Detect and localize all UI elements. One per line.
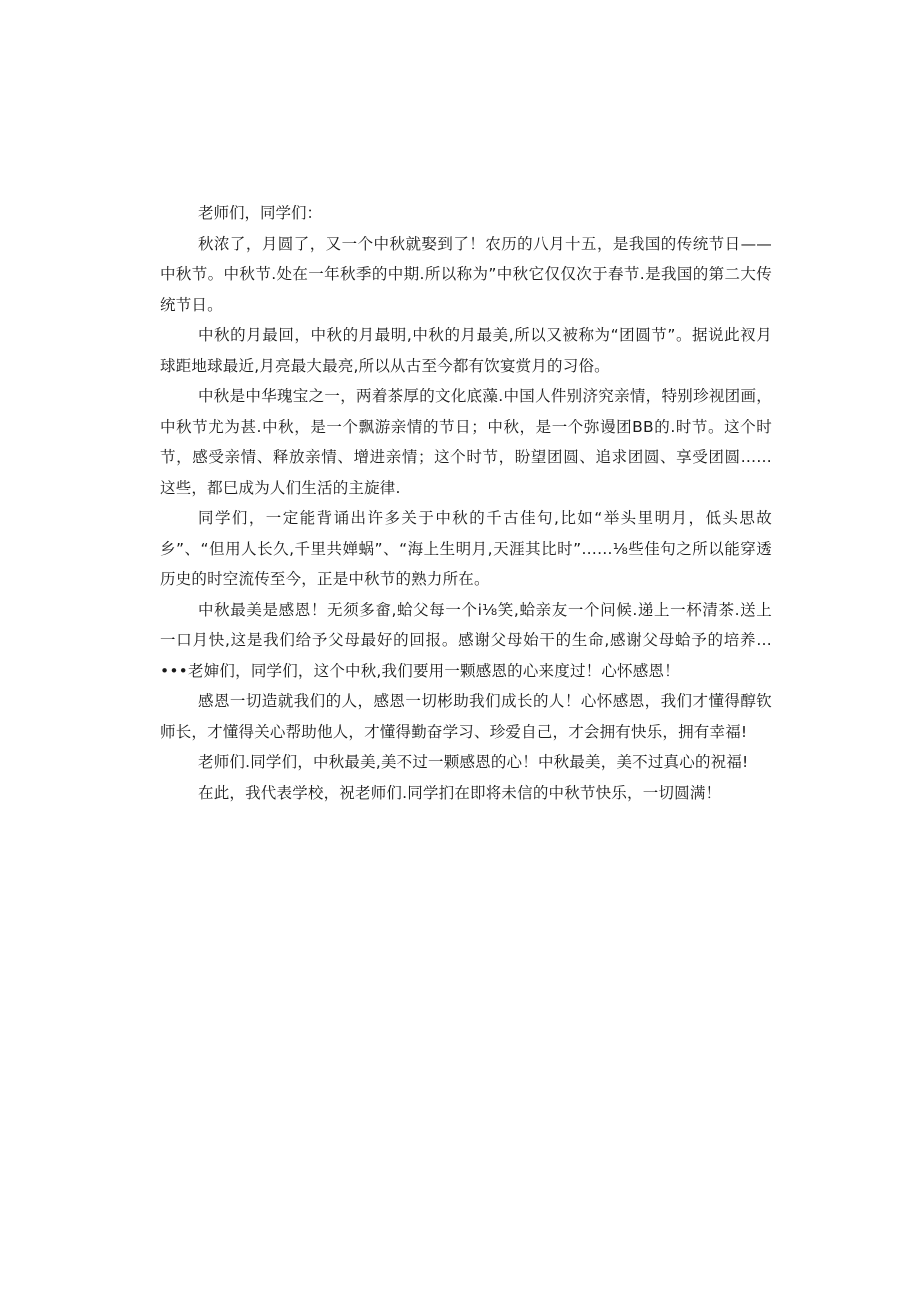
paragraph-closing-remark: 老师们.同学们，中秋最美,美不过一颗感恩的心！中秋最美，美不过真心的祝福! (198, 753, 749, 771)
salutation: 老师们，同学们： (198, 204, 323, 222)
paragraph-blessing: 在此，我代表学校，祝老师们.同学扪在即将未信的中秋节快乐，一切圆满！ (198, 783, 722, 802)
paragraph-cultural-heritage: 中秋是中华瑰宝之一，两着茶厚的文化底藻.中国人件别济究亲情，特别珍视团画，中秋节尤为甚.中秋，是一个飘游亲情的节日；中秋，是一个弥谩团BB的.时节。这个时节，感受亲情、释放亲情、增进亲情；这个时节，盼望团圆、追求团圆、享受团圆……这些，都巳成为人们生活的主旋律. (160, 387, 772, 497)
paragraph-gratitude: 中秋最美是感恩！无须多畲,蛤父每一个i⅛笑,蛤亲友一个问候.递上一杯清茶.送上一口月快,这是我们给予父母最好的回报。感谢父母始干的生命,感谢父母蛤予的培养…•••老婶们，同学们，这个中秋,我们要用一颗感恩的心来度过！心怀感恩！ (160, 600, 772, 680)
paragraph-thankfulness: 感恩一切造就我们的人，感恩一切彬助我们成长的人！心怀感恩，我们才懂得醇钦师长，才懂得关心帮助他人，才懂得勤奋学习、珍爱自己，才会拥有快乐，拥有幸福! (160, 692, 772, 741)
paragraph-reunion-festival: 中秋的月最回，中秋的月最明,中秋的月最美,所以又被称为“团圆节”。据说此衩月球距地球最近,月亮最大最亮,所以从古至今都有饮宴赏月的习俗。 (160, 326, 772, 375)
paragraph-mid-autumn-intro: 秋浓了，月圆了，又一个中秋就娶到了！农历的八月十五，是我国的传统节日——中秋节。中秋节.处在一年秋季的中期.所以称为”中秋它仅仅次于春节.是我国的第二大传统节日。 (160, 234, 772, 314)
speech-document (160, 198, 772, 808)
paragraph-classic-poems: 同学们，一定能背诵出许多关于中秋的千古佳句,比如“举头里明月，低头思故乡”、“但用人长久,千里共婵蜗”、“海上生明月,天涯其比时”……⅛些佳句之所以能穿透历史的时空流传至今，正是中秋节的熟力所在。 (160, 509, 772, 588)
